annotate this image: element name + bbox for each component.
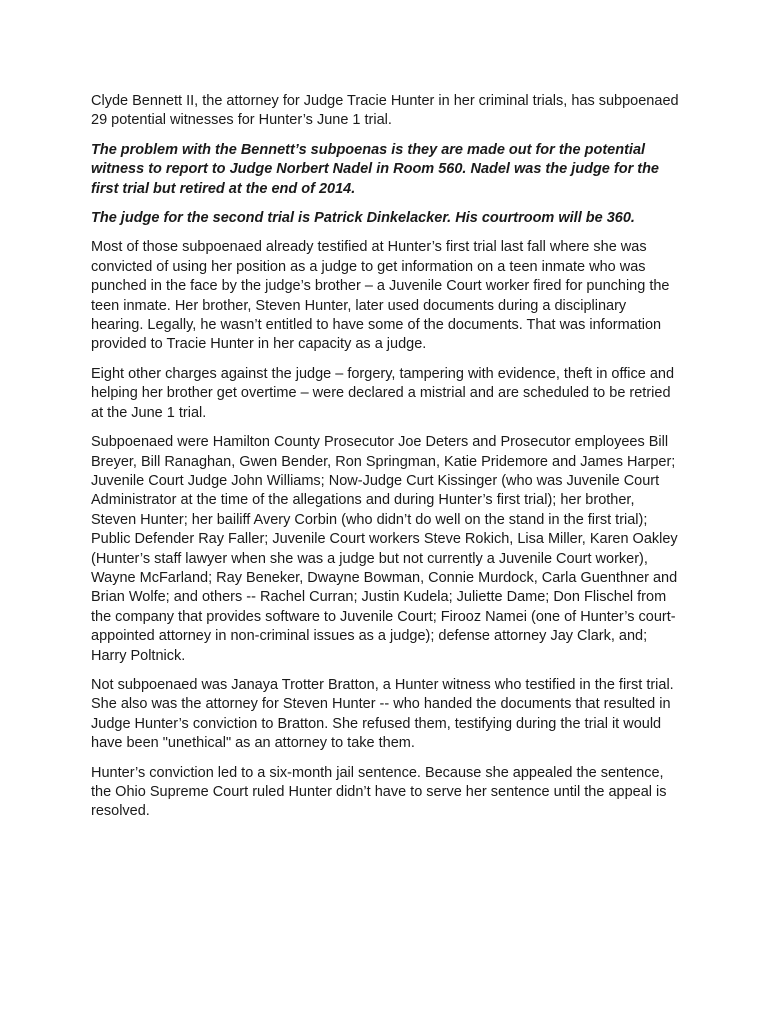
document-body xyxy=(91,92,681,832)
paragraph-other-charges: Eight other charges against the judge – forgery, tampering with evidence, theft in office and helping her brother get overtime – were declared a mistrial and are scheduled to be retried at the June 1 trial. xyxy=(91,365,675,421)
paragraph-first-trial: Most of those subpoenaed already testified at Hunter’s first trial last fall where she was convicted of using her position as a judge to get information on a teen inmate who was punched in the face by the judge’s brother – a Juvenile Court worker fired for punching the teen inmate. Her brother, Steven Hunter, later used documents during a disciplinary hearing. Legally, he wasn’t entitled to have some of the documents. That was information provided to Tracie Hunter in her capacity as a judge. xyxy=(91,239,670,353)
paragraph-sentence: Hunter’s conviction led to a six-month jail sentence. Because she appealed the sentence, the Ohio Supreme Court ruled Hunter didn’t have to serve her sentence until the appeal is resolved. xyxy=(91,764,667,820)
paragraph-subpoena-problem: The problem with the Bennett’s subpoenas is they are made out for the potential witness to report to Judge Norbert Nadel in Room 560. Nadel was the judge for the first trial but retired at the end of 2014. xyxy=(91,141,659,197)
paragraph-subpoenaed-list: Subpoenaed were Hamilton County Prosecutor Joe Deters and Prosecutor employees Bill Breyer, Bill Ranaghan, Gwen Bender, Ron Springman, Katie Pridemore and James Harper; Juvenile Court Judge John Williams; Now-Judge Curt Kissinger (who was Juvenile Court Administrator at the time of the allegations and during Hunter’s first trial); her brother, Steven Hunter; her bailiff Avery Corbin (who didn’t do well on the stand in the first trial); Public Defender Ray Faller; Juvenile Court workers Steve Rokich, Lisa Miller, Karen Oakley (Hunter’s staff lawyer when she was a judge but not currently a Juvenile Court worker), Wayne McFarland; Ray Beneker, Dwayne Bowman, Connie Murdock, Carla Guenthner and Brian Wolfe; and others -- Rachel Curran; Justin Kudela; Juliette Dame; Don Flischel from the company that provides software to Juvenile Court; Firooz Namei (one of Hunter’s court-appointed attorney in non-criminal issues as a judge); defense attorney Jay Clark, and; Harry Poltnick. xyxy=(91,434,678,664)
paragraph-not-subpoenaed: Not subpoenaed was Janaya Trotter Bratton, a Hunter witness who testified in the first trial. She also was the attorney for Steven Hunter -- who handed the documents that resulted in Judge Hunter’s conviction to Bratton. She refused them, testifying during the trial it would have been "unethical" as an attorney to take them. xyxy=(91,676,674,752)
paragraph-second-trial-judge: The judge for the second trial is Patrick Dinkelacker. His courtroom will be 360. xyxy=(91,210,635,227)
paragraph-intro: Clyde Bennett II, the attorney for Judge Tracie Hunter in her criminal trials, has subpoenaed 29 potential witnesses for Hunter’s June 1 trial. xyxy=(91,93,679,129)
